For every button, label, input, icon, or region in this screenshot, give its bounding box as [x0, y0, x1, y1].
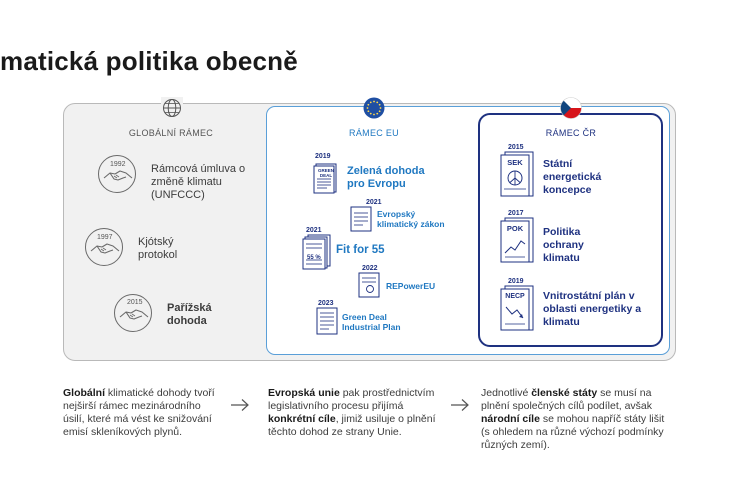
eu-item-text: Zelená dohoda pro Evropu	[347, 165, 425, 190]
cr-frame-label: RÁMEC ČR	[545, 128, 597, 138]
desc-text: Jednotlivé	[481, 387, 532, 399]
globe-icon	[161, 97, 183, 119]
item-year: 1997	[97, 234, 113, 241]
document-icon	[313, 162, 339, 194]
doc-label: 55 %	[307, 255, 321, 261]
cr-item-text: Politika ochrany klimatu	[543, 226, 584, 264]
eu-item-text: Fit for 55	[336, 244, 385, 256]
desc-text: , jimiž usiluje o plnění těchto dohod ze strany Unie.	[268, 413, 436, 438]
desc-bold: konkrétní cíle	[268, 413, 336, 425]
desc-text: se mohou napříč státy lišit (s ohledem na různé výchozí podmínky různých zemí).	[481, 413, 665, 451]
desc-bold: Globální	[63, 387, 105, 399]
czech-flag-icon	[560, 97, 582, 119]
eu-frame-label: RÁMEC EU	[349, 128, 399, 138]
document-icon	[315, 307, 339, 335]
item-year: 2017	[508, 210, 524, 217]
document-icon	[357, 272, 381, 298]
arrow-right-icon	[230, 398, 250, 412]
cr-description	[481, 387, 666, 452]
eu-flag-icon	[363, 97, 385, 119]
page-title: matická politika obecně	[0, 46, 298, 76]
doc-label: SEK	[507, 158, 523, 167]
item-year: 2019	[508, 278, 524, 285]
desc-text: pak prostřednictvím legislativního procesu přijímá	[268, 387, 435, 412]
item-year: 2015	[127, 299, 143, 306]
cr-item-text: Vnitrostátní plán v oblasti energetiky a klimatu	[543, 290, 642, 328]
desc-bold: Evropská unie	[268, 387, 340, 399]
item-year: 2015	[508, 144, 524, 151]
item-year: 2019	[315, 153, 331, 160]
desc-bold: členské státy	[531, 387, 598, 399]
item-year: 2022	[362, 265, 378, 272]
eu-item-text: Green Deal Industrial Plan	[342, 312, 401, 332]
global-item-text: Pařížská dohoda	[167, 302, 212, 327]
item-year: 2023	[318, 300, 334, 307]
global-item-text: Rámcová úmluva o změně klimatu (UNFCCC)	[151, 163, 246, 201]
document-icon	[349, 206, 373, 232]
cr-item-text: Státní energetická koncepce	[543, 158, 602, 196]
global-frame-label: GLOBÁLNÍ RÁMEC	[128, 128, 214, 138]
item-year: 2021	[366, 199, 382, 206]
item-year: 2021	[306, 227, 322, 234]
desc-bold: národní cíle	[481, 413, 540, 425]
desc-text: klimatické dohody tvoří nejširší rámec mezinárodního úsilí, které má vést ke snižování emisí skleníkových plynů.	[63, 387, 215, 438]
document-icon	[302, 234, 334, 270]
document-icon	[500, 285, 534, 331]
eu-item-text: REPowerEU	[386, 281, 436, 291]
desc-text: se musí na plnění společných cílů podílet, avšak	[481, 387, 653, 412]
eu-description	[268, 387, 446, 439]
global-description	[63, 387, 223, 439]
item-year: 1992	[110, 161, 126, 168]
doc-label: NECP	[505, 293, 525, 300]
doc-label: POK	[506, 224, 524, 233]
eu-item-text: Evropský klimatický zákon	[377, 209, 445, 229]
arrow-right-icon	[450, 398, 470, 412]
global-item-text: Kjótský protokol	[138, 236, 178, 261]
doc-label: GREEN DEAL	[317, 168, 334, 178]
